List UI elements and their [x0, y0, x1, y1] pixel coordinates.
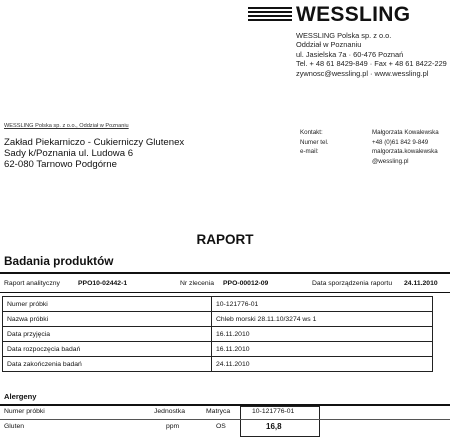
company-line-1: WESSLING Polska sp. z o.o.: [296, 31, 392, 40]
recipient-line-2: Sady k/Poznania ul. Ludowa 6: [4, 147, 134, 159]
report-date-value: 24.11.2010: [404, 280, 438, 287]
sample-row-value: 24.11.2010: [212, 357, 433, 372]
report-number-label: Raport analityczny: [4, 280, 60, 287]
allergen-header-sample-id: 10-121776-01: [252, 408, 295, 415]
allergens-title: Alergeny: [4, 392, 37, 401]
recipient-line-1: Zakład Piekarniczo - Cukierniczy Glutenex: [4, 137, 185, 148]
table-row: [3, 312, 433, 327]
wessling-logo: [248, 4, 448, 26]
report-date-label: Data sporządzenia raportu: [312, 280, 393, 287]
sender-line: WESSLING Polska sp. z o.o., Oddział w Poznaniu: [4, 123, 129, 129]
contact-label: Kontakt:: [300, 129, 323, 136]
allergen-name: Gluten: [4, 423, 25, 430]
table-row: [3, 297, 433, 312]
logo-stripes-icon: [248, 7, 292, 23]
sample-info-table: [2, 296, 433, 372]
sample-row-label: Numer próbki: [3, 297, 212, 312]
recipient-line-3: 62-080 Tarnowo Podgórne: [4, 158, 117, 170]
company-line-2: Oddział w Poznaniu: [296, 40, 362, 50]
table-row: [3, 357, 433, 372]
allergens-table: [0, 404, 450, 437]
company-line-5: zywnosc@wessling.pl · www.wessling.pl: [296, 68, 429, 78]
order-number-label: Nr zlecenia: [180, 280, 214, 287]
company-address: [296, 31, 447, 78]
section-title: Badania produktów: [4, 254, 114, 268]
contact-value: Małgorzata Kowalewska: [372, 129, 439, 136]
email-value-line-2: @wessling.pl: [372, 157, 409, 165]
company-line-3: ul. Jasielska 7a · 60-476 Poznań: [296, 49, 404, 59]
sample-row-value: 16.11.2010: [212, 342, 433, 357]
report-title: RAPORT: [196, 232, 254, 247]
email-value-line-1: malgorzata.kowalewska: [372, 148, 438, 156]
sample-row-label: Data zakończenia badań: [3, 357, 212, 372]
allergen-header-unit: Jednostka: [154, 408, 185, 415]
phone-label: Numer tel.: [300, 138, 329, 146]
analysis-info-bar: [0, 272, 450, 294]
company-line-4: Tel. + 48 61 8429-849 · Fax + 48 61 8422-229: [296, 59, 447, 69]
logo-brand-text: WESSLING: [296, 3, 411, 26]
recipient-address: [4, 138, 184, 170]
allergen-header-matrix: Matryca: [206, 408, 231, 415]
email-label: e-mail:: [300, 148, 319, 156]
sample-row-value: 16.11.2010: [212, 327, 433, 342]
sample-row-value: Chleb morski 28.11.10/3274 ws 1: [212, 312, 433, 327]
order-number-value: PPO-00012-09: [223, 280, 269, 287]
sample-row-label: Data przyjęcia: [3, 327, 212, 342]
table-row: [3, 327, 433, 342]
report-number-value: PPO10-02442-1: [78, 280, 128, 287]
allergen-matrix: OS: [216, 423, 226, 430]
contact-block: [300, 128, 450, 166]
sample-row-value: 10-121776-01: [212, 297, 433, 312]
sample-row-label: Nazwa próbki: [3, 312, 212, 327]
allergen-unit: ppm: [166, 423, 180, 430]
table-row: [3, 342, 433, 357]
phone-value: +48 (0)61 842 9-849: [372, 138, 429, 146]
allergen-result-value: 16,8: [266, 422, 282, 431]
sample-row-label: Data rozpoczęcia badań: [3, 342, 212, 357]
allergen-header-sample: Numer próbki: [4, 408, 45, 415]
